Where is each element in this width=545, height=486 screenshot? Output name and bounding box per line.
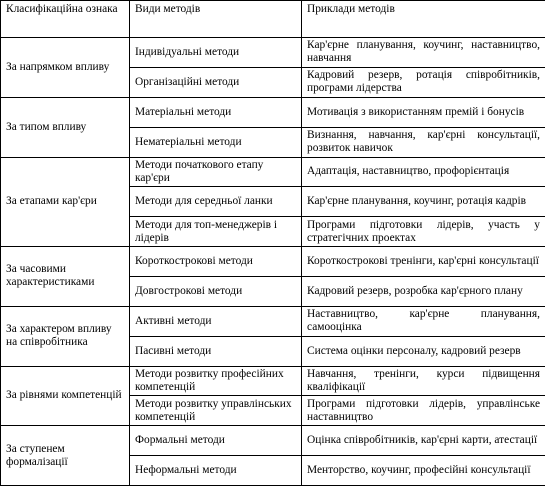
method-type-cell: Методи для середньої ланки xyxy=(130,187,302,217)
method-type-cell: Короткострокові методи xyxy=(130,247,302,277)
method-examples-cell: Програми підготовки лідерів, участь у стратегічних проектах xyxy=(302,217,545,247)
criterion-cell: За типом впливу xyxy=(1,97,130,157)
method-examples-cell: Кар'єрне планування, коучинг, наставництво, навчання xyxy=(302,38,545,68)
method-type-cell: Активні методи xyxy=(130,306,302,336)
method-examples-cell: Адаптація, наставництво, профорієнтація xyxy=(302,157,545,187)
table-row xyxy=(1,97,545,127)
table-row xyxy=(1,247,545,277)
method-examples-cell: Кадровий резерв, розробка кар'єрного плану xyxy=(302,276,545,306)
table-row xyxy=(1,426,545,456)
method-type-cell: Довгострокові методи xyxy=(130,276,302,306)
method-examples-cell: Менторство, коучинг, професійні консультації xyxy=(302,456,545,486)
criterion-cell: За етапами кар'єри xyxy=(1,157,130,247)
method-examples-cell: Навчання, тренінги, курси підвищення кваліфікації xyxy=(302,366,545,396)
method-type-cell: Пасивні методи xyxy=(130,336,302,366)
criterion-cell: За ступенем формалізації xyxy=(1,426,130,486)
method-type-cell: Нематеріальні методи xyxy=(130,127,302,157)
method-type-cell: Організаційні методи xyxy=(130,67,302,97)
method-examples-cell: Кар'єрне планування, коучинг, ротація кадрів xyxy=(302,187,545,217)
method-type-cell: Формальні методи xyxy=(130,426,302,456)
criterion-cell: За напрямком впливу xyxy=(1,38,130,98)
criterion-cell: За характером впливу на співробітника xyxy=(1,306,130,366)
method-type-cell: Матеріальні методи xyxy=(130,97,302,127)
method-type-cell: Індивідуальні методи xyxy=(130,38,302,68)
method-type-cell: Методи розвитку управлінських компетенцій xyxy=(130,396,302,426)
criterion-cell: За часовими характеристиками xyxy=(1,247,130,307)
method-examples-cell: Кадровий резерв, ротація співробітників, програми лідерства xyxy=(302,67,545,97)
header-criterion: Класифікаційна ознака xyxy=(1,1,130,38)
method-type-cell: Методи початкового етапу кар'єри xyxy=(130,157,302,187)
method-examples-cell: Оцінка співробітників, кар'єрні карти, атестації xyxy=(302,426,545,456)
table-row xyxy=(1,306,545,336)
method-examples-cell: Наставництво, кар'єрне планування, самооцінка xyxy=(302,306,545,336)
header-row xyxy=(1,1,545,38)
header-examples: Приклади методів xyxy=(302,1,545,38)
header-types: Види методів xyxy=(130,1,302,38)
method-examples-cell: Система оцінки персоналу, кадровий резерв xyxy=(302,336,545,366)
method-type-cell: Методи для топ-менеджерів і лідерів xyxy=(130,217,302,247)
method-examples-cell: Мотивація з використанням премій і бонусів xyxy=(302,97,545,127)
table-body xyxy=(1,1,545,486)
method-type-cell: Методи розвитку професійних компетенцій xyxy=(130,366,302,396)
table-row xyxy=(1,38,545,68)
method-type-cell: Неформальні методи xyxy=(130,456,302,486)
criterion-cell: За рівнями компетенцій xyxy=(1,366,130,426)
method-examples-cell: Програми підготовки лідерів, управлінське наставництво xyxy=(302,396,545,426)
method-examples-cell: Короткострокові тренінги, кар'єрні консультації xyxy=(302,247,545,277)
table-row xyxy=(1,366,545,396)
table-row xyxy=(1,157,545,187)
method-examples-cell: Визнання, навчання, кар'єрні консультації, розвиток навичок xyxy=(302,127,545,157)
